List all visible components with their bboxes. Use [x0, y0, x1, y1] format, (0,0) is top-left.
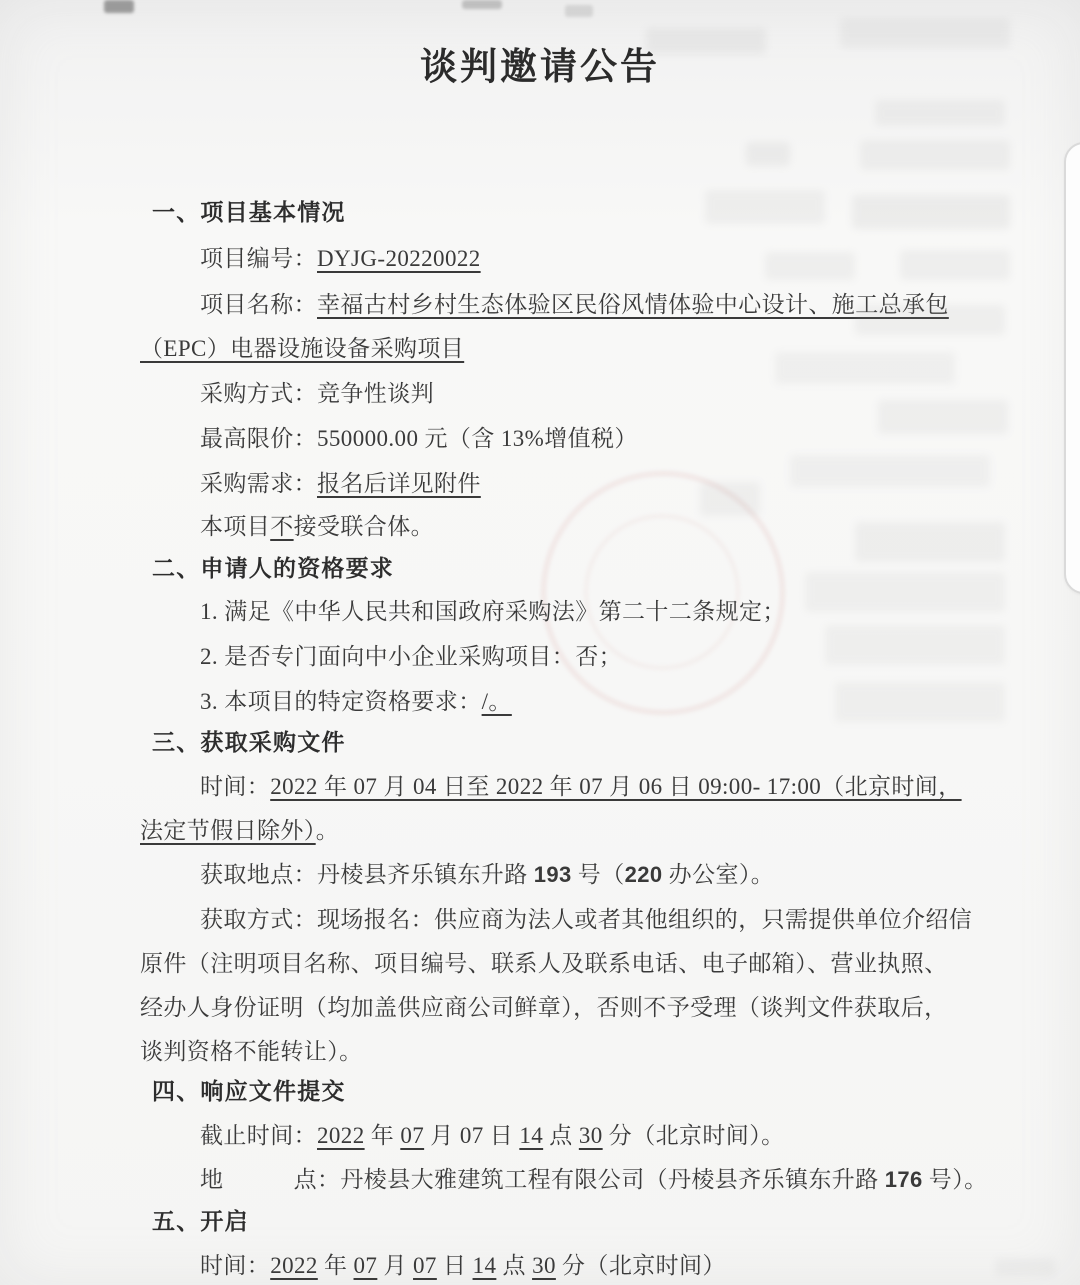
line-deadline-segment: 截止时间： — [200, 1123, 317, 1148]
line-obtain-place-segment: 220 — [624, 862, 663, 887]
line-project-name-1-segment: 项目名称： — [200, 292, 317, 317]
line-deadline — [200, 1120, 785, 1151]
line-open-time-segment: 月 — [377, 1253, 414, 1278]
line-obtain-method-4 — [140, 1036, 363, 1067]
line-obtain-method-1-segment: 获取方式：现场报名：供应商为法人或者其他组织的，只需提供单位介绍信 — [200, 907, 973, 932]
line-obtain-time-2 — [140, 815, 339, 846]
line-open-time-segment: 时间： — [200, 1253, 271, 1278]
line-project-code-segment: DYJG-20220022 — [317, 246, 481, 271]
bleedthrough-artifact — [855, 305, 1005, 335]
line-procurement-demand-segment: 采购需求： — [200, 471, 317, 496]
scrollbar-thumb[interactable] — [1064, 142, 1080, 594]
heading-section-1-segment: 一、项目基本情况 — [152, 199, 346, 225]
bleedthrough-artifact — [835, 682, 1005, 722]
line-qualification-3-segment: 3. 本项目的特定资格要求： — [200, 689, 482, 714]
line-obtain-place — [200, 859, 774, 890]
bleedthrough-artifact — [855, 522, 1005, 562]
line-deadline-segment: 2022 — [317, 1123, 365, 1148]
line-obtain-place-segment: 193 — [533, 862, 572, 887]
heading-section-5-segment: 五、开启 — [152, 1208, 249, 1234]
line-project-code — [200, 243, 481, 274]
line-obtain-place-segment: 获取地点：丹棱县齐乐镇东升路 — [200, 862, 534, 887]
line-procurement-method — [200, 378, 434, 409]
line-deadline-segment: 月 07 日 — [424, 1123, 520, 1148]
bleedthrough-artifact — [746, 142, 790, 166]
bleedthrough-artifact — [875, 100, 1005, 126]
line-obtain-time-1 — [200, 771, 962, 802]
line-deadline-segment: 点 — [543, 1123, 579, 1148]
bleedthrough-artifact — [705, 190, 825, 224]
line-deadline-segment: 30 — [578, 1123, 603, 1148]
line-obtain-method-3-segment: 经办人身份证明（均加盖供应商公司鲜章），否则不予受理（谈判文件获取后， — [140, 995, 948, 1020]
heading-section-2 — [152, 553, 394, 584]
scan-edge-smudge — [462, 0, 502, 9]
line-qualification-3 — [200, 686, 512, 717]
line-obtain-method-1 — [200, 904, 972, 935]
line-qualification-1 — [200, 596, 786, 627]
line-open-time — [200, 1250, 726, 1281]
line-project-name-2 — [140, 333, 464, 364]
line-open-time-segment: 07 — [353, 1253, 378, 1278]
line-open-time-segment: 07 — [413, 1253, 437, 1278]
line-open-time-segment: 14 — [472, 1253, 497, 1278]
bleedthrough-artifact — [765, 252, 855, 280]
line-no-consortium-segment: 不 — [270, 514, 294, 539]
bleedthrough-artifact — [805, 572, 1005, 612]
line-deadline-segment: 07 — [400, 1123, 425, 1148]
line-project-code-segment: 项目编号： — [200, 246, 317, 271]
line-project-name-1-segment: 幸福古村乡村生态体验区民俗风情体验中心设计、施工总承包 — [317, 292, 949, 317]
line-submit-place-segment: 地 点：丹棱县大雅建筑工程有限公司（丹棱县齐乐镇东升路 — [200, 1167, 885, 1192]
heading-section-3-segment: 三、获取采购文件 — [152, 729, 346, 755]
line-max-price — [200, 423, 638, 454]
line-obtain-method-2-segment: 原件（注明项目名称、项目编号、联系人及联系电话、电子邮箱）、营业执照、 — [140, 951, 948, 976]
line-obtain-place-segment: 号（ — [571, 862, 625, 887]
bleedthrough-artifact — [995, 1258, 1055, 1276]
scan-edge-smudge — [104, 0, 134, 13]
bleedthrough-artifact — [825, 625, 1005, 665]
line-procurement-demand-segment: 报名后详见附件 — [317, 471, 481, 496]
bleedthrough-artifact — [878, 400, 1008, 434]
line-qualification-2-segment: 2. 是否专门面向中小企业采购项目：否； — [200, 644, 622, 669]
line-open-time-segment: 点 — [496, 1253, 533, 1278]
line-no-consortium-segment: 接受联合体。 — [293, 514, 435, 539]
line-open-time-segment: 年 — [317, 1253, 354, 1278]
line-open-time-segment: 30 — [532, 1253, 556, 1278]
bleedthrough-artifact — [775, 352, 955, 384]
line-deadline-segment: 年 — [364, 1123, 401, 1148]
line-open-time-segment: 2022 — [270, 1253, 318, 1278]
line-open-time-segment: 日 — [436, 1253, 473, 1278]
line-deadline-segment: 分（北京时间）。 — [602, 1123, 785, 1148]
scan-edge-smudge — [565, 5, 593, 17]
heading-section-4-segment: 四、响应文件提交 — [152, 1078, 346, 1104]
line-open-time-segment: 分（北京时间） — [555, 1253, 726, 1278]
line-submit-place — [200, 1164, 988, 1195]
line-procurement-demand — [200, 468, 481, 499]
line-submit-place-segment: 号）。 — [922, 1167, 988, 1192]
line-obtain-time-1-segment: 2022 年 07 月 04 日至 2022 年 07 月 06 日 09:00- 17:00（北京时间， — [270, 774, 962, 799]
line-no-consortium — [200, 511, 434, 542]
heading-section-2-segment: 二、申请人的资格要求 — [152, 555, 394, 581]
line-obtain-time-1-segment: 时间： — [200, 774, 271, 799]
line-obtain-time-2-segment: 法定节假日除外） — [140, 818, 316, 843]
line-obtain-place-segment: 办公室）。 — [662, 862, 775, 887]
line-max-price-segment: 最高限价：550000.00 元（含 13%增值税） — [200, 426, 638, 451]
line-qualification-1-segment: 1. 满足《中华人民共和国政府采购法》第二十二条规定； — [200, 599, 786, 624]
bleedthrough-artifact — [646, 28, 766, 54]
line-procurement-method-segment: 采购方式：竞争性谈判 — [200, 381, 434, 406]
line-obtain-time-2-segment: 。 — [315, 818, 340, 843]
line-qualification-2 — [200, 641, 622, 672]
heading-section-1 — [152, 197, 346, 228]
line-obtain-method-4-segment: 谈判资格不能转让）。 — [140, 1039, 363, 1064]
bleedthrough-artifact — [840, 18, 1010, 48]
bleedthrough-artifact — [700, 482, 760, 516]
line-qualification-3-segment: /。 — [481, 689, 512, 714]
line-deadline-segment: 14 — [519, 1123, 544, 1148]
line-project-name-1 — [200, 289, 949, 320]
line-no-consortium-segment: 本项目 — [200, 514, 271, 539]
line-project-name-2-segment: （EPC）电器设施设备采购项目 — [140, 336, 465, 361]
heading-section-3 — [152, 727, 346, 758]
document-title: 谈判邀请公告 — [420, 47, 660, 88]
heading-section-4 — [152, 1076, 346, 1107]
line-obtain-method-3 — [140, 992, 948, 1023]
bleedthrough-artifact — [852, 195, 1010, 229]
bleedthrough-artifact — [900, 250, 1010, 280]
heading-section-5 — [152, 1206, 249, 1237]
line-obtain-method-2 — [140, 948, 948, 979]
bleedthrough-artifact — [790, 455, 990, 487]
line-submit-place-segment: 176 — [884, 1167, 923, 1192]
bleedthrough-artifact — [860, 140, 1010, 170]
